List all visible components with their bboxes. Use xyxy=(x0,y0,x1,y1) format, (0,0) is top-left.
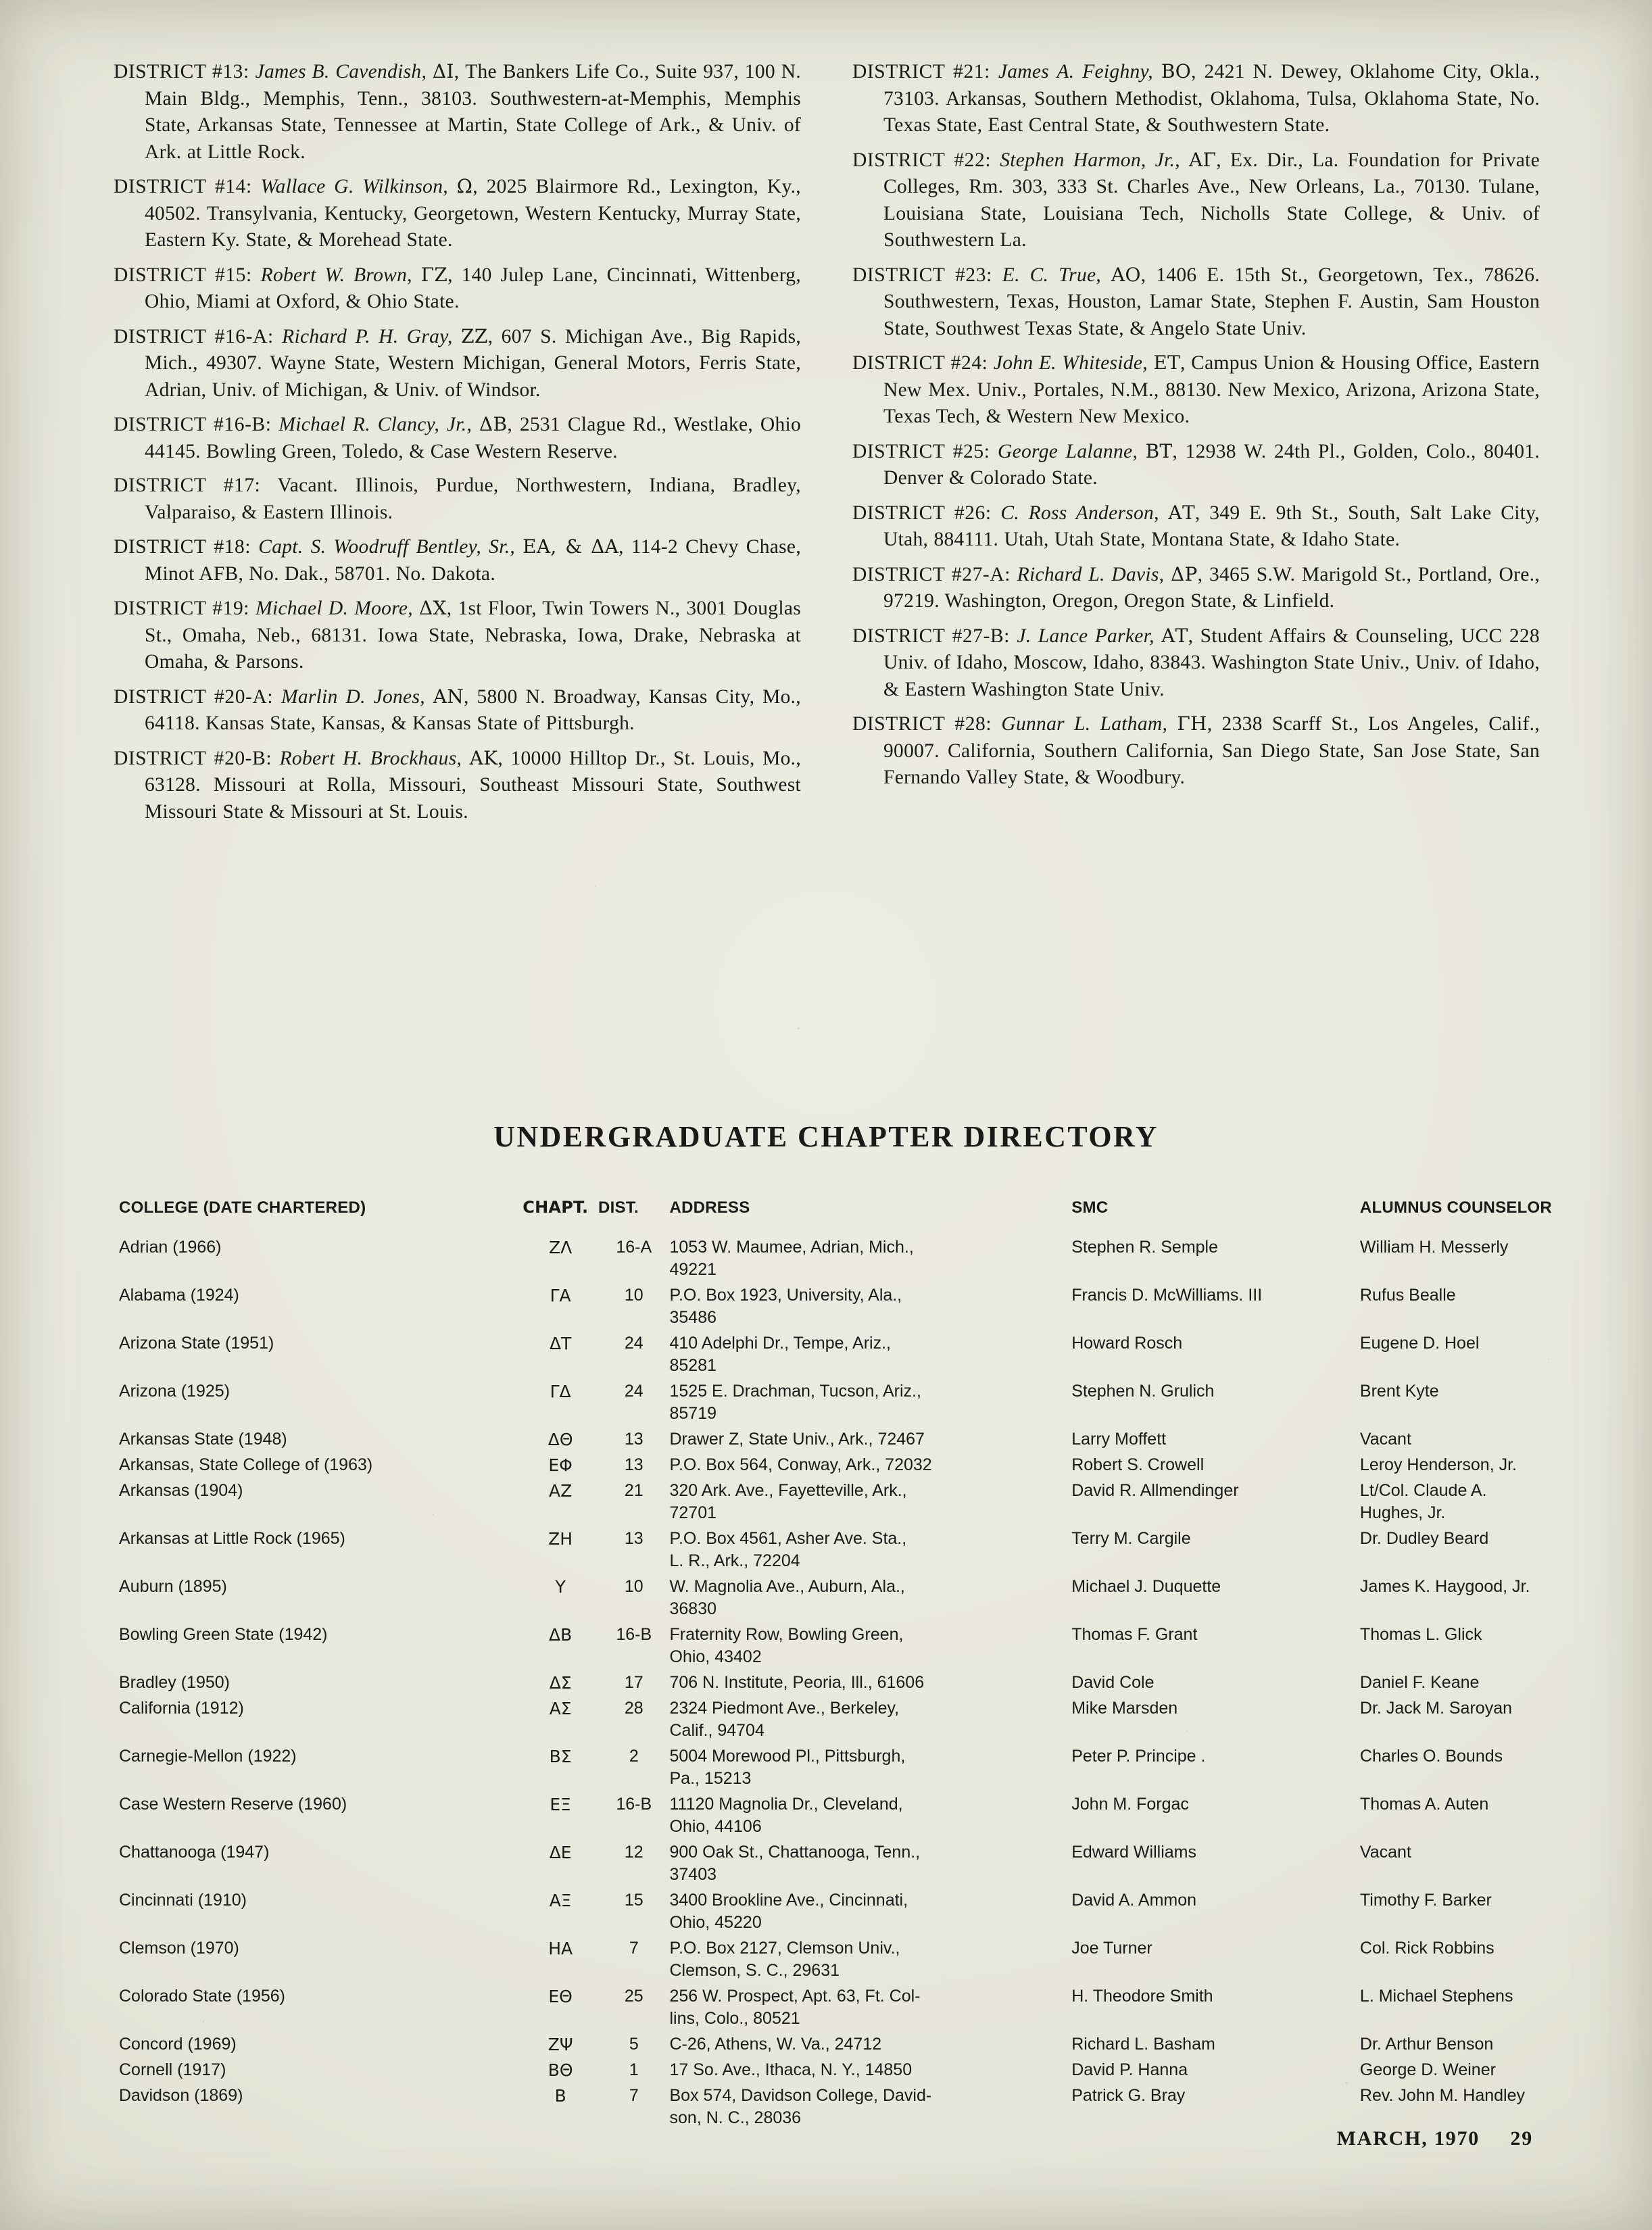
district-body-text: , 2025 Blairmore Rd., Lexington, Ky., 40502. Transylvania, Kentucky, Georgetown, Western Kentucky, Murray State, Eastern Ky. State, & Morehead State. xyxy=(145,176,801,251)
address-line-1: Fraternity Row, Bowling Green, xyxy=(669,1625,904,1644)
address-line-2: Pa., 15213 xyxy=(669,1769,752,1788)
district-chapter-greek: ΔΡ xyxy=(1170,562,1198,585)
district-label: DISTRICT #23: xyxy=(852,264,992,286)
district-chapter-greek: ΑΚ xyxy=(469,746,498,769)
district-entry xyxy=(852,561,1540,615)
cell-district: 28 xyxy=(624,1699,643,1718)
district-chapter-greek: ΖΖ xyxy=(461,324,488,347)
table-row xyxy=(119,1454,1552,1480)
cell-alumnus-counselor: Leroy Henderson, Jr. xyxy=(1359,1455,1517,1474)
cell-college: Alabama (1924) xyxy=(119,1286,239,1305)
district-chairman-name: Michael D. Moore, xyxy=(256,598,413,619)
column-header-address: ADDRESS xyxy=(669,1198,750,1217)
address-line-2: 35486 xyxy=(669,1308,717,1327)
district-entry xyxy=(114,533,801,587)
cell-address xyxy=(670,1454,1072,1480)
column-header-alumnus: ALUMNUS COUNSELOR xyxy=(1359,1198,1552,1217)
address-line-1: 3400 Brookline Ave., Cincinnati, xyxy=(669,1891,908,1910)
cell-smc: H. Theodore Smith xyxy=(1071,1987,1213,2006)
district-chairman-name: E. C. True, xyxy=(1002,264,1102,286)
table-row xyxy=(119,1985,1552,2033)
table-row xyxy=(119,1889,1552,1937)
cell-district: 7 xyxy=(629,1939,639,1958)
district-chairman-name: Richard P. H. Gray, xyxy=(282,325,453,347)
district-label: DISTRICT #14: xyxy=(114,176,252,197)
district-column-right xyxy=(852,58,1540,833)
table-row xyxy=(119,1236,1552,1284)
chapter-directory-table-wrap xyxy=(119,1196,1552,2133)
address-line-2: 85719 xyxy=(669,1404,717,1423)
cell-address xyxy=(670,1284,1072,1332)
table-row xyxy=(119,1793,1552,1841)
cell-address xyxy=(670,2059,1072,2085)
address-line-1: 256 W. Prospect, Apt. 63, Ft. Col- xyxy=(669,1987,921,2006)
cell-chapter-greek: ΗΑ xyxy=(548,1939,573,1958)
table-row xyxy=(119,1576,1552,1624)
district-chairman-name: Stephen Harmon, Jr., xyxy=(1000,149,1180,171)
address-line-1: 1525 E. Drachman, Tucson, Ariz., xyxy=(669,1382,921,1401)
district-chapter-greek: ΔΒ xyxy=(479,413,508,435)
cell-chapter-greek: ΖΨ xyxy=(548,2035,573,2054)
district-label: DISTRICT #16-B: xyxy=(114,414,272,435)
cell-chapter-greek: Υ xyxy=(555,1577,566,1597)
district-entry xyxy=(114,683,801,737)
cell-district: 15 xyxy=(624,1891,643,1910)
page-footer xyxy=(1337,2127,1533,2150)
address-line-2: 72701 xyxy=(669,1503,717,1522)
district-chapter-greek: ΑΟ xyxy=(1111,263,1141,286)
cell-alumnus-counselor: William H. Messerly xyxy=(1359,1238,1509,1257)
district-chapter-greek: ΕΑ, & ΔΑ xyxy=(523,535,619,558)
cell-alumnus-counselor: Dr. Dudley Beard xyxy=(1359,1529,1489,1548)
cell-alumnus-counselor: Lt/Col. Claude A. Hughes, Jr. xyxy=(1359,1481,1487,1522)
cell-alumnus-counselor: Thomas A. Auten xyxy=(1359,1795,1489,1814)
district-chapter-greek: ΕΤ xyxy=(1153,352,1181,374)
cell-district: 25 xyxy=(624,1987,643,2006)
district-label: DISTRICT #21: xyxy=(852,61,990,82)
cell-district: 16-B xyxy=(616,1795,652,1814)
cell-smc: David P. Hanna xyxy=(1071,2060,1188,2079)
cell-smc: Robert S. Crowell xyxy=(1071,1455,1205,1474)
cell-alumnus-counselor: Charles O. Bounds xyxy=(1359,1747,1503,1766)
district-body-text: , Student Affairs & Counseling, UCC 228 Univ. of Idaho, Moscow, Idaho, 83843. Washington State Univ., Univ. of Idaho, & Eastern Washington State Univ. xyxy=(883,625,1540,700)
cell-district: 10 xyxy=(624,1577,643,1596)
district-directory xyxy=(114,58,1540,833)
table-header-row xyxy=(119,1196,1552,1236)
address-line-1: 2324 Piedmont Ave., Berkeley, xyxy=(669,1699,900,1718)
cell-alumnus-counselor: Brent Kyte xyxy=(1359,1382,1439,1401)
district-label: DISTRICT #24: xyxy=(852,352,988,374)
table-row xyxy=(119,1528,1552,1576)
cell-chapter-greek: ΕΦ xyxy=(548,1455,573,1475)
cell-smc: Francis D. McWilliams. III xyxy=(1071,1286,1263,1305)
chapter-directory-table xyxy=(119,1196,1552,2133)
address-line-2: Ohio, 43402 xyxy=(669,1647,762,1666)
district-body-text: , 607 S. Michigan Ave., Big Rapids, Mich., 49307. Wayne State, Western Michigan, General Motors, Ferris State, Adrian, Univ. of Michigan, & Univ. of Windsor. xyxy=(145,325,802,401)
district-chapter-greek: ΑΤ xyxy=(1168,501,1195,524)
address-line-2: 49221 xyxy=(669,1260,717,1279)
address-line-2: 85281 xyxy=(669,1356,717,1375)
cell-chapter-greek: Β xyxy=(554,2086,566,2106)
district-entry xyxy=(114,745,801,826)
column-header-chapter: CHAPT. xyxy=(523,1198,589,1217)
cell-chapter-greek: ΑΞ xyxy=(549,1891,572,1910)
cell-college: Case Western Reserve (1960) xyxy=(119,1795,347,1814)
cell-chapter-greek: ΔΣ xyxy=(549,1673,572,1693)
cell-smc: Howard Rosch xyxy=(1071,1334,1183,1353)
district-chapter-greek: ΑΝ xyxy=(433,685,464,708)
cell-alumnus-counselor: Rev. John M. Handley xyxy=(1359,2086,1526,2105)
cell-district: 5 xyxy=(629,2035,639,2054)
district-column-left xyxy=(114,58,801,833)
district-entry xyxy=(114,472,801,526)
address-line-1: 11120 Magnolia Dr., Cleveland, xyxy=(669,1795,903,1814)
district-body-text: , Campus Union & Housing Office, Eastern New Mex. Univ., Portales, N.M., 88130. New Mexico, Arizona, Arizona State, Texas Tech, & Western New Mexico. xyxy=(883,352,1540,427)
cell-alumnus-counselor: Col. Rick Robbins xyxy=(1359,1939,1495,1958)
district-entry xyxy=(852,623,1540,704)
district-body-text: , The Bankers Life Co., Suite 937, 100 N. Main Bldg., Memphis, Tenn., 38103. Southwestern-at-Memphis, Memphis State, Arkansas State, Tennessee at Martin, State College of Ark., & Univ. of Ark. at Little Rock. xyxy=(145,61,801,163)
cell-alumnus-counselor: Dr. Arthur Benson xyxy=(1359,2035,1494,2054)
address-line-2: L. R., Ark., 72204 xyxy=(669,1551,800,1570)
table-row xyxy=(119,1380,1552,1428)
cell-address xyxy=(670,1745,1072,1793)
district-chairman-name: George Lalanne, xyxy=(998,440,1138,462)
district-chairman-name: C. Ross Anderson, xyxy=(1000,502,1159,524)
cell-address xyxy=(670,1697,1072,1745)
address-line-1: 706 N. Institute, Peoria, Ill., 61606 xyxy=(669,1673,925,1692)
table-row xyxy=(119,2059,1552,2085)
district-body-text: , 349 E. 9th St., South, Salt Lake City, Utah, 884111. Utah, Utah State, Montana State, & Idaho State. xyxy=(883,502,1540,550)
cell-alumnus-counselor: Vacant xyxy=(1359,1843,1411,1862)
district-body-text: , 12938 W. 24th Pl., Golden, Colo., 80401. Denver & Colorado State. xyxy=(883,440,1540,489)
cell-college: Auburn (1895) xyxy=(119,1577,227,1596)
district-body-text: , 140 Julep Lane, Cincinnati, Wittenberg, Ohio, Miami at Oxford, & Ohio State. xyxy=(145,264,801,312)
address-line-1: 1053 W. Maumee, Adrian, Mich., xyxy=(669,1238,914,1257)
table-row xyxy=(119,1332,1552,1380)
address-line-2: Ohio, 45220 xyxy=(669,1913,762,1932)
cell-smc: Edward Williams xyxy=(1071,1843,1196,1862)
cell-chapter-greek: ΖΗ xyxy=(548,1529,573,1549)
district-label: DISTRICT #28: xyxy=(852,713,992,735)
district-body-text: , 2338 Scarff St., Los Angeles, Calif., 90007. California, Southern California, San Diego State, San Jose State, San Fernando Valley State, & Woodbury. xyxy=(883,713,1540,788)
cell-chapter-greek: ΑΖ xyxy=(549,1481,573,1501)
cell-district: 17 xyxy=(624,1673,643,1692)
cell-address xyxy=(670,1480,1072,1528)
cell-address xyxy=(670,1672,1072,1697)
cell-address xyxy=(670,2085,1072,2133)
address-line-1: P.O. Box 2127, Clemson Univ., xyxy=(669,1939,900,1958)
district-chairman-name: Robert H. Brockhaus, xyxy=(279,747,462,769)
cell-smc: David Cole xyxy=(1071,1673,1155,1692)
cell-smc: David R. Allmendinger xyxy=(1071,1481,1239,1500)
district-chapter-greek: ΒΤ xyxy=(1145,439,1173,462)
address-line-1: W. Magnolia Ave., Auburn, Ala., xyxy=(669,1577,905,1596)
cell-smc: Richard L. Basham xyxy=(1071,2035,1215,2054)
address-line-2: Clemson, S. C., 29631 xyxy=(669,1961,840,1980)
page-title: UNDERGRADUATE CHAPTER DIRECTORY xyxy=(493,1120,1159,1153)
district-body-text: , Ex. Dir., La. Foundation for Private Colleges, Rm. 303, 333 St. Charles Ave., New Orleans, La., 70130. Tulane, Louisiana State, Louisiana Tech, Nicholls State College, & Univ. of Southwestern La. xyxy=(883,149,1540,251)
cell-alumnus-counselor: Thomas L. Glick xyxy=(1359,1625,1482,1644)
cell-college: Clemson (1970) xyxy=(119,1939,239,1958)
column-header-smc: SMC xyxy=(1071,1198,1109,1217)
cell-college: Bowling Green State (1942) xyxy=(119,1625,328,1644)
cell-college: Bradley (1950) xyxy=(119,1673,230,1692)
cell-chapter-greek: ΕΞ xyxy=(550,1795,571,1814)
address-line-1: P.O. Box 4561, Asher Ave. Sta., xyxy=(669,1529,907,1548)
district-label: DISTRICT #25: xyxy=(852,440,990,462)
district-label: DISTRICT #17: xyxy=(114,475,261,496)
district-label: DISTRICT #16-A: xyxy=(114,325,274,347)
district-entry xyxy=(852,58,1540,139)
cell-chapter-greek: ΒΣ xyxy=(549,1747,572,1766)
district-chairman-name: Michael R. Clancy, Jr., xyxy=(278,414,472,435)
cell-district: 7 xyxy=(629,2086,639,2105)
table-row xyxy=(119,1745,1552,1793)
column-header-district: DIST. xyxy=(598,1198,639,1217)
district-chapter-greek: ΒΟ xyxy=(1161,60,1191,82)
district-entry xyxy=(852,438,1540,492)
district-chairman-name: Robert W. Brown, xyxy=(260,264,412,286)
cell-smc: Michael J. Duquette xyxy=(1071,1577,1221,1596)
district-body-text: , 1406 E. 15th St., Georgetown, Tex., 78626. Southwestern, Texas, Houston, Lamar State, Stephen F. Austin, Sam Houston State, Southwest Texas State, & Angelo State Univ. xyxy=(883,264,1540,339)
address-line-2: lins, Colo., 80521 xyxy=(669,2009,800,2028)
district-body-text: , 3465 S.W. Marigold St., Portland, Ore., 97219. Washington, Oregon, Oregon State, & Linfield. xyxy=(883,563,1540,612)
district-entry xyxy=(114,595,801,676)
cell-district: 2 xyxy=(629,1747,639,1766)
address-line-1: P.O. Box 564, Conway, Ark., 72032 xyxy=(669,1455,932,1474)
cell-address xyxy=(670,1380,1072,1428)
footer-page-number: 29 xyxy=(1510,2127,1533,2150)
address-line-2: Ohio, 44106 xyxy=(669,1817,762,1836)
table-row xyxy=(119,1672,1552,1697)
cell-college: Chattanooga (1947) xyxy=(119,1843,270,1862)
cell-district: 21 xyxy=(624,1481,643,1500)
cell-alumnus-counselor: Timothy F. Barker xyxy=(1359,1891,1492,1910)
address-line-1: Drawer Z, State Univ., Ark., 72467 xyxy=(669,1430,925,1449)
address-line-2: Calif., 94704 xyxy=(669,1721,764,1740)
cell-address xyxy=(670,1937,1072,1985)
district-entry xyxy=(114,411,801,465)
cell-alumnus-counselor: Daniel F. Keane xyxy=(1359,1673,1480,1692)
cell-district: 1 xyxy=(629,2060,639,2079)
address-line-2: son, N. C., 28036 xyxy=(669,2108,802,2127)
cell-address xyxy=(670,1624,1072,1672)
district-entry xyxy=(114,262,801,316)
district-chairman-name: John E. Whiteside, xyxy=(993,352,1148,374)
district-entry xyxy=(114,58,801,166)
district-entry xyxy=(852,147,1540,254)
footer-issue-date: MARCH, 1970 xyxy=(1336,2127,1480,2150)
cell-college: Cornell (1917) xyxy=(119,2060,226,2079)
cell-district: 16-A xyxy=(616,1238,652,1257)
cell-chapter-greek: ΔΘ xyxy=(548,1430,573,1449)
district-chairman-name: Capt. S. Woodruff Bentley, Sr., xyxy=(258,536,516,558)
cell-address xyxy=(670,1576,1072,1624)
district-entry xyxy=(852,262,1540,343)
address-line-1: Box 574, Davidson College, David- xyxy=(669,2086,932,2105)
table-row xyxy=(119,1480,1552,1528)
cell-address xyxy=(670,1841,1072,1889)
cell-chapter-greek: ΖΛ xyxy=(549,1238,573,1257)
district-chairman-name: Wallace G. Wilkinson, xyxy=(260,176,448,197)
district-chapter-greek: ΓΗ xyxy=(1177,712,1207,735)
table-row xyxy=(119,1284,1552,1332)
district-chairman-name: Gunnar L. Latham, xyxy=(1001,713,1168,735)
cell-smc: Joe Turner xyxy=(1071,1939,1152,1958)
cell-college: Davidson (1869) xyxy=(119,2086,243,2105)
cell-alumnus-counselor: James K. Haygood, Jr. xyxy=(1359,1577,1530,1596)
cell-alumnus-counselor: Dr. Jack M. Saroyan xyxy=(1359,1699,1512,1718)
district-body-text: , 10000 Hilltop Dr., St. Louis, Mo., 63128. Missouri at Rolla, Missouri, Southeast Missouri State, Southwest Missouri State & Missouri at St. Louis. xyxy=(145,747,802,823)
district-label: DISTRICT #27-B: xyxy=(852,625,1011,647)
table-row xyxy=(119,1428,1552,1454)
cell-address xyxy=(670,1528,1072,1576)
cell-smc: David A. Ammon xyxy=(1071,1891,1197,1910)
cell-address xyxy=(670,1428,1072,1454)
cell-district: 13 xyxy=(624,1430,643,1449)
district-chapter-greek: ΑΤ xyxy=(1161,624,1188,647)
district-chairman-name: J. Lance Parker, xyxy=(1017,625,1155,647)
district-chapter-greek: Ω xyxy=(456,175,473,197)
cell-chapter-greek: ΔΒ xyxy=(549,1625,573,1645)
district-label: DISTRICT #18: xyxy=(114,536,251,558)
cell-smc: Stephen N. Grulich xyxy=(1071,1382,1215,1401)
cell-smc: John M. Forgac xyxy=(1071,1795,1189,1814)
address-line-1: C-26, Athens, W. Va., 24712 xyxy=(669,2035,882,2054)
district-label: DISTRICT #22: xyxy=(852,149,992,171)
address-line-1: 320 Ark. Ave., Fayetteville, Ark., xyxy=(669,1481,907,1500)
district-label: DISTRICT #20-A: xyxy=(114,685,274,708)
cell-chapter-greek: ΒΘ xyxy=(548,2060,573,2080)
address-line-2: 37403 xyxy=(669,1865,717,1884)
address-line-1: 410 Adelphi Dr., Tempe, Ariz., xyxy=(669,1334,892,1353)
district-chairman-name: James A. Feighny, xyxy=(998,61,1153,82)
district-body-text: , 5800 N. Broadway, Kansas City, Mo., 64118. Kansas State, Kansas, & Kansas State of Pittsburgh. xyxy=(145,685,801,734)
cell-chapter-greek: ΔΤ xyxy=(549,1334,572,1353)
cell-college: Arkansas (1904) xyxy=(119,1481,243,1500)
table-row xyxy=(119,1937,1552,1985)
cell-address xyxy=(670,1793,1072,1841)
cell-address xyxy=(670,1236,1072,1284)
cell-chapter-greek: ΓΔ xyxy=(550,1382,571,1401)
district-label: DISTRICT #13: xyxy=(114,61,249,82)
district-entry xyxy=(114,323,801,404)
cell-college: Arizona State (1951) xyxy=(119,1334,274,1353)
cell-smc: Peter P. Principe . xyxy=(1071,1747,1206,1766)
district-body-text: , 2531 Clague Rd., Westlake, Ohio 44145. Bowling Green, Toledo, & Case Western Reserve. xyxy=(145,414,802,462)
cell-district: 24 xyxy=(624,1382,643,1401)
district-body-text: Vacant. Illinois, Purdue, Northwestern, Indiana, Bradley, Valparaiso, & Eastern Illinois. xyxy=(145,475,801,523)
cell-district: 12 xyxy=(624,1843,643,1862)
cell-college: Concord (1969) xyxy=(119,2035,237,2054)
district-entry xyxy=(114,173,801,254)
cell-smc: Terry M. Cargile xyxy=(1071,1529,1191,1548)
cell-college: Arkansas at Little Rock (1965) xyxy=(119,1529,345,1548)
cell-address xyxy=(670,2033,1072,2059)
cell-district: 24 xyxy=(624,1334,643,1353)
cell-alumnus-counselor: L. Michael Stephens xyxy=(1359,1987,1513,2006)
cell-alumnus-counselor: Rufus Bealle xyxy=(1359,1286,1456,1305)
district-body-text: , 1st Floor, Twin Towers N., 3001 Douglas St., Omaha, Neb., 68131. Iowa State, Nebraska, Iowa, Drake, Nebraska at Omaha, & Parsons. xyxy=(145,598,801,673)
district-chapter-greek: ΔΧ xyxy=(419,597,447,619)
cell-district: 13 xyxy=(624,1455,643,1474)
cell-address xyxy=(670,1332,1072,1380)
cell-college: Arizona (1925) xyxy=(119,1382,230,1401)
cell-address xyxy=(670,1889,1072,1937)
cell-college: Cincinnati (1910) xyxy=(119,1891,247,1910)
table-row xyxy=(119,1841,1552,1889)
district-chairman-name: Richard L. Davis, xyxy=(1017,563,1165,585)
district-body-text: , 2421 N. Dewey, Oklahome City, Okla., 73103. Arkansas, Southern Methodist, Oklahoma, Tulsa, Oklahoma State, No. Texas State, East Central State, & Southwestern State. xyxy=(883,61,1540,136)
cell-chapter-greek: ΔΕ xyxy=(549,1843,572,1862)
cell-college: Carnegie-Mellon (1922) xyxy=(119,1747,297,1766)
table-row xyxy=(119,1697,1552,1745)
cell-chapter-greek: ΓΑ xyxy=(550,1286,571,1305)
district-entry xyxy=(852,710,1540,792)
district-label: DISTRICT #19: xyxy=(114,598,250,619)
district-chairman-name: Marlin D. Jones, xyxy=(281,685,425,708)
address-line-2: 36830 xyxy=(669,1599,717,1618)
cell-alumnus-counselor: Vacant xyxy=(1359,1430,1411,1449)
cell-smc: Stephen R. Semple xyxy=(1071,1238,1219,1257)
cell-district: 13 xyxy=(624,1529,643,1548)
cell-college: Adrian (1966) xyxy=(119,1238,222,1257)
cell-smc: Mike Marsden xyxy=(1071,1699,1178,1718)
cell-alumnus-counselor: George D. Weiner xyxy=(1359,2060,1496,2079)
table-row xyxy=(119,1624,1552,1672)
cell-smc: Patrick G. Bray xyxy=(1071,2086,1186,2105)
district-label: DISTRICT #26: xyxy=(852,502,992,524)
address-line-1: 5004 Morewood Pl., Pittsburgh, xyxy=(669,1747,906,1766)
district-chapter-greek: ΑΓ xyxy=(1188,148,1217,171)
district-entry xyxy=(852,500,1540,554)
cell-chapter-greek: ΕΘ xyxy=(548,1987,573,2006)
table-row xyxy=(119,2085,1552,2133)
district-chapter-greek: ΓΖ xyxy=(420,263,448,286)
district-chapter-greek: ΔΙ xyxy=(432,60,454,82)
district-entry xyxy=(852,349,1540,431)
cell-smc: Thomas F. Grant xyxy=(1071,1625,1198,1644)
district-label: DISTRICT #15: xyxy=(114,264,252,286)
cell-college: Arkansas State (1948) xyxy=(119,1430,287,1449)
address-line-1: P.O. Box 1923, University, Ala., xyxy=(669,1286,902,1305)
district-chairman-name: James B. Cavendish, xyxy=(255,61,427,82)
address-line-1: 17 So. Ave., Ithaca, N. Y., 14850 xyxy=(669,2060,913,2079)
cell-college: Colorado State (1956) xyxy=(119,1987,285,2006)
cell-smc: Larry Moffett xyxy=(1071,1430,1167,1449)
district-label: DISTRICT #27-A: xyxy=(852,563,1011,585)
cell-college: Arkansas, State College of (1963) xyxy=(119,1455,373,1474)
cell-district: 10 xyxy=(624,1286,643,1305)
cell-district: 16-B xyxy=(616,1625,652,1644)
table-row xyxy=(119,2033,1552,2059)
column-header-college: COLLEGE (DATE CHARTERED) xyxy=(119,1198,366,1217)
address-line-1: 900 Oak St., Chattanooga, Tenn., xyxy=(669,1843,921,1862)
district-label: DISTRICT #20-B: xyxy=(114,747,272,769)
cell-alumnus-counselor: Eugene D. Hoel xyxy=(1359,1334,1480,1353)
cell-chapter-greek: ΑΣ xyxy=(549,1699,572,1718)
district-body-text: , 114-2 Chevy Chase, Minot AFB, No. Dak., 58701. No. Dakota. xyxy=(145,536,801,585)
cell-college: California (1912) xyxy=(119,1699,244,1718)
cell-address xyxy=(670,1985,1072,2033)
